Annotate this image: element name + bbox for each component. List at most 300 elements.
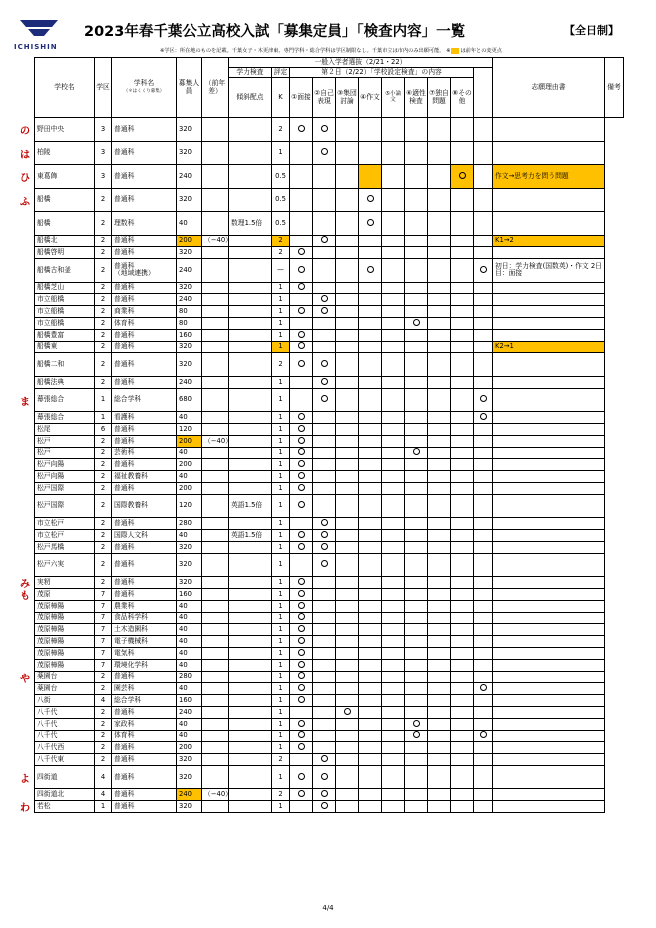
cell-c5 [382,730,405,742]
cell-motive [474,754,493,766]
cell-c6 [405,471,428,483]
cell-c6 [405,695,428,707]
cell-kei: 数理1.5倍 [229,212,272,236]
cell-dept: 食品科学科 [112,612,177,624]
header-dept-label: 学科名 [133,79,155,88]
cell-dept: 総合学科 [112,388,177,412]
cell-district: 7 [95,600,112,612]
circle-mark-icon [367,266,374,273]
cell-k: 1 [272,388,290,412]
cell-motive [474,412,493,424]
cell-dept: 普通科 [112,765,177,789]
cell-cap: 40 [177,412,202,424]
cell-dept: 普通科 [112,376,177,388]
cell-c6 [405,789,428,801]
cell-district: 4 [95,695,112,707]
cell-cap: 160 [177,695,202,707]
cell-kei [229,612,272,624]
header-hyotei: 評定 [272,68,290,78]
cell-cap: 40 [177,647,202,659]
cell-diff [202,471,229,483]
cell-dept: 電子機械科 [112,636,177,648]
cell-cap: 40 [177,636,202,648]
cell-school: 柏陵 [35,141,95,165]
cell-c1 [290,376,313,388]
cell-kei [229,518,272,530]
table-row [35,730,624,742]
cell-c3 [336,376,359,388]
cell-k: 1 [272,730,290,742]
cell-c7 [428,482,451,494]
cell-district: 2 [95,259,112,283]
cell-motive [474,801,493,813]
type-tag: 【全日制】 [564,24,619,37]
cell-c6 [405,588,428,600]
table-row [35,435,624,447]
cell-cap: 320 [177,188,202,212]
cell-k: 1 [272,471,290,483]
cell-c6 [405,482,428,494]
cell-c2 [313,423,336,435]
table-row [35,471,624,483]
circle-mark-icon [298,283,305,290]
brand-text: ICHISHIN [14,43,58,51]
cell-c1 [290,742,313,754]
circle-mark-icon [298,484,305,491]
cell-c8 [451,118,474,142]
cell-c2 [313,376,336,388]
circle-mark-icon [480,731,487,738]
circle-mark-icon [321,560,328,567]
cell-k: 1 [272,494,290,518]
cell-c6 [405,165,428,189]
cell-c1 [290,553,313,577]
cell-cap: 40 [177,730,202,742]
circle-mark-icon [321,295,328,302]
cell-c4 [359,541,382,553]
cell-kei [229,165,272,189]
cell-c8 [451,718,474,730]
cell-c1 [290,718,313,730]
cell-c4 [359,212,382,236]
cell-motive [474,624,493,636]
cell-c3 [336,247,359,259]
cell-school: 幕張総合 [35,388,95,412]
cell-district: 2 [95,329,112,341]
cell-school: 市立船橋 [35,317,95,329]
cell-c2 [313,718,336,730]
cell-c5 [382,636,405,648]
cell-note [493,706,605,718]
cell-c4 [359,412,382,424]
cell-c3 [336,282,359,294]
cell-c7 [428,636,451,648]
cell-cap: 240 [177,706,202,718]
table-row [35,624,624,636]
circle-mark-icon [480,684,487,691]
cell-diff [202,706,229,718]
table-row [35,636,624,648]
cell-c6 [405,235,428,247]
circle-mark-icon [413,731,420,738]
cell-district: 2 [95,683,112,695]
cell-diff [202,329,229,341]
cell-c3 [336,588,359,600]
cell-c2 [313,494,336,518]
cell-school: 薬園台 [35,671,95,683]
cell-k: 1 [272,718,290,730]
cell-c8 [451,459,474,471]
cell-dept: 理数科 [112,212,177,236]
circle-mark-icon [413,319,420,326]
cell-motive [474,718,493,730]
cell-c3 [336,447,359,459]
cell-c5 [382,282,405,294]
cell-c1 [290,659,313,671]
cell-diff: （−40） [202,435,229,447]
cell-c3 [336,494,359,518]
cell-c3 [336,412,359,424]
cell-diff [202,541,229,553]
cell-note [493,317,605,329]
circle-mark-icon [298,472,305,479]
cell-k: — [272,259,290,283]
cell-k: 1 [272,671,290,683]
cell-motive [474,376,493,388]
cell-c7 [428,423,451,435]
cell-school: 船橋古和釜 [35,259,95,283]
cell-c8 [451,447,474,459]
cell-cap: 680 [177,388,202,412]
header-school: 学校名 [35,58,95,118]
cell-motive [474,742,493,754]
cell-school: 八千代 [35,706,95,718]
cell-diff [202,588,229,600]
cell-diff: （−40） [202,789,229,801]
cell-k: 1 [272,600,290,612]
cell-c5 [382,706,405,718]
cell-kei [229,765,272,789]
cell-note [493,494,605,518]
cell-school: 船橋北 [35,235,95,247]
cell-c5 [382,588,405,600]
cell-cap: 40 [177,718,202,730]
cell-cap: 40 [177,530,202,542]
cell-kei [229,600,272,612]
cell-c4 [359,294,382,306]
cell-c1 [290,247,313,259]
cell-district: 2 [95,235,112,247]
cell-c8 [451,376,474,388]
cell-c4 [359,612,382,624]
cell-district: 4 [95,789,112,801]
table-row [35,388,624,412]
cell-note [493,553,605,577]
cell-c2 [313,294,336,306]
cell-c3 [336,212,359,236]
cell-c3 [336,541,359,553]
cell-c2 [313,247,336,259]
index-kana: は [20,150,30,161]
cell-kei [229,541,272,553]
cell-c5 [382,341,405,353]
cell-c6 [405,541,428,553]
cell-c2 [313,789,336,801]
table-row [35,577,624,589]
cell-c7 [428,165,451,189]
cell-school: 船橋 [35,212,95,236]
circle-mark-icon [298,125,305,132]
cell-dept: 普通科 [112,118,177,142]
cell-motive [474,530,493,542]
cell-c6 [405,282,428,294]
cell-district: 2 [95,482,112,494]
cell-k: 1 [272,683,290,695]
cell-k: 1 [272,423,290,435]
cell-c3 [336,659,359,671]
cell-kei [229,577,272,589]
cell-c1 [290,600,313,612]
circle-mark-icon [321,543,328,550]
cell-district: 7 [95,624,112,636]
cell-c5 [382,388,405,412]
cell-kei: 英語1.5倍 [229,494,272,518]
cell-cap: 200 [177,235,202,247]
cell-c3 [336,683,359,695]
cell-kei [229,647,272,659]
cell-note [493,718,605,730]
cell-c3 [336,435,359,447]
cell-c7 [428,282,451,294]
cell-cap: 200 [177,435,202,447]
cell-district: 2 [95,247,112,259]
cell-motive [474,212,493,236]
cell-diff [202,341,229,353]
cell-district: 1 [95,388,112,412]
cell-kei [229,695,272,707]
table-row [35,695,624,707]
circle-mark-icon [298,790,305,797]
cell-c3 [336,742,359,754]
cell-c6 [405,212,428,236]
cell-c2 [313,518,336,530]
cell-c5 [382,141,405,165]
cell-c2 [313,165,336,189]
cell-c5 [382,518,405,530]
cell-c1 [290,118,313,142]
cell-c4 [359,447,382,459]
table-row [35,247,624,259]
header-dept-note: （＊はくくり募集） [123,89,165,95]
cell-dept: 園芸科 [112,683,177,695]
schools-table [34,57,624,813]
cell-c4 [359,706,382,718]
cell-c6 [405,600,428,612]
circle-mark-icon [413,448,420,455]
cell-c5 [382,695,405,707]
cell-k: 1 [272,482,290,494]
cell-c5 [382,553,405,577]
cell-cap: 40 [177,212,202,236]
cell-district: 1 [95,801,112,813]
page-title: 2023年春千葉公立高校入試「募集定員」「検査内容」一覧 [84,24,466,40]
header-remarks: 備考 [605,58,624,118]
circle-mark-icon [298,625,305,632]
cell-c8 [451,412,474,424]
cell-district: 6 [95,423,112,435]
cell-dept: 普通科 [112,742,177,754]
cell-c3 [336,459,359,471]
cell-school: 野田中央 [35,118,95,142]
cell-c1 [290,329,313,341]
cell-c2 [313,317,336,329]
cell-c1 [290,494,313,518]
cell-c8 [451,789,474,801]
cell-k: 2 [272,118,290,142]
cell-diff [202,801,229,813]
cell-note [493,294,605,306]
cell-cap: 240 [177,376,202,388]
highlight-swatch [451,48,459,54]
cell-c8 [451,353,474,377]
cell-diff [202,765,229,789]
cell-note: 作文→思考力を問う問題 [493,165,605,189]
cell-c6 [405,612,428,624]
cell-c7 [428,306,451,318]
cell-note [493,789,605,801]
cell-note [493,683,605,695]
cell-diff [202,659,229,671]
cell-c2 [313,754,336,766]
cell-school: 市立松戸 [35,518,95,530]
cell-k: 1 [272,282,290,294]
header-c3: ③集団討論 [336,78,359,118]
cell-motive [474,695,493,707]
cell-note: 初日：学力検査(国数英)・作文 2日目：面接 [493,259,605,283]
cell-c5 [382,376,405,388]
cell-c6 [405,118,428,142]
cell-kei [229,294,272,306]
cell-c3 [336,141,359,165]
cell-motive [474,423,493,435]
cell-c7 [428,494,451,518]
cell-diff [202,482,229,494]
cell-c3 [336,730,359,742]
cell-c7 [428,718,451,730]
cell-c4 [359,577,382,589]
cell-note [493,329,605,341]
table-row [35,317,624,329]
cell-c5 [382,329,405,341]
cell-dept: 普通科 [112,754,177,766]
cell-diff [202,317,229,329]
cell-dept: 普通科 [112,518,177,530]
cell-c5 [382,423,405,435]
cell-note [493,577,605,589]
cell-c8 [451,553,474,577]
cell-motive [474,259,493,283]
circle-mark-icon [298,649,305,656]
cell-c2 [313,588,336,600]
cell-diff [202,624,229,636]
cell-kei [229,624,272,636]
cell-c7 [428,118,451,142]
cell-district: 2 [95,518,112,530]
table-row [35,541,624,553]
cell-c7 [428,541,451,553]
cell-c1 [290,294,313,306]
circle-mark-icon [321,378,328,385]
cell-school: 薬園台 [35,683,95,695]
circle-mark-icon [298,613,305,620]
circle-mark-icon [298,531,305,538]
cell-dept: 普通科 [112,141,177,165]
cell-district: 2 [95,530,112,542]
cell-district: 2 [95,718,112,730]
cell-c5 [382,600,405,612]
header-general: 一般入学者選抜（2/21・22） [229,58,493,68]
cell-cap: 80 [177,317,202,329]
cell-dept: 普通科 [112,801,177,813]
cell-motive [474,671,493,683]
cell-district: 7 [95,636,112,648]
cell-note [493,447,605,459]
table-row [35,518,624,530]
cell-note [493,671,605,683]
circle-mark-icon [298,307,305,314]
cell-diff [202,376,229,388]
cell-k: 2 [272,754,290,766]
cell-c7 [428,624,451,636]
cell-c4 [359,600,382,612]
cell-c2 [313,683,336,695]
cell-school: 市立船橋 [35,294,95,306]
cell-dept: 普通科 [112,482,177,494]
cell-note [493,482,605,494]
cell-district: 3 [95,141,112,165]
cell-c4 [359,118,382,142]
cell-c4 [359,259,382,283]
cell-c2 [313,447,336,459]
cell-dept: 芸術科 [112,447,177,459]
table-row [35,754,624,766]
cell-c3 [336,118,359,142]
cell-note [493,435,605,447]
cell-motive [474,188,493,212]
cell-c1 [290,577,313,589]
cell-cap: 320 [177,577,202,589]
cell-k: 1 [272,412,290,424]
cell-c8 [451,647,474,659]
cell-c1 [290,412,313,424]
cell-c6 [405,754,428,766]
cell-c5 [382,765,405,789]
cell-c1 [290,459,313,471]
cell-c6 [405,435,428,447]
cell-kei [229,683,272,695]
cell-c2 [313,742,336,754]
cell-dept: 商業科 [112,306,177,318]
cell-k: 1 [272,435,290,447]
circle-mark-icon [321,531,328,538]
cell-school: 茂原樟陽 [35,659,95,671]
cell-c2 [313,577,336,589]
cell-note [493,353,605,377]
cell-school: 茂原樟陽 [35,636,95,648]
cell-c2 [313,647,336,659]
circle-mark-icon [298,360,305,367]
cell-kei [229,482,272,494]
